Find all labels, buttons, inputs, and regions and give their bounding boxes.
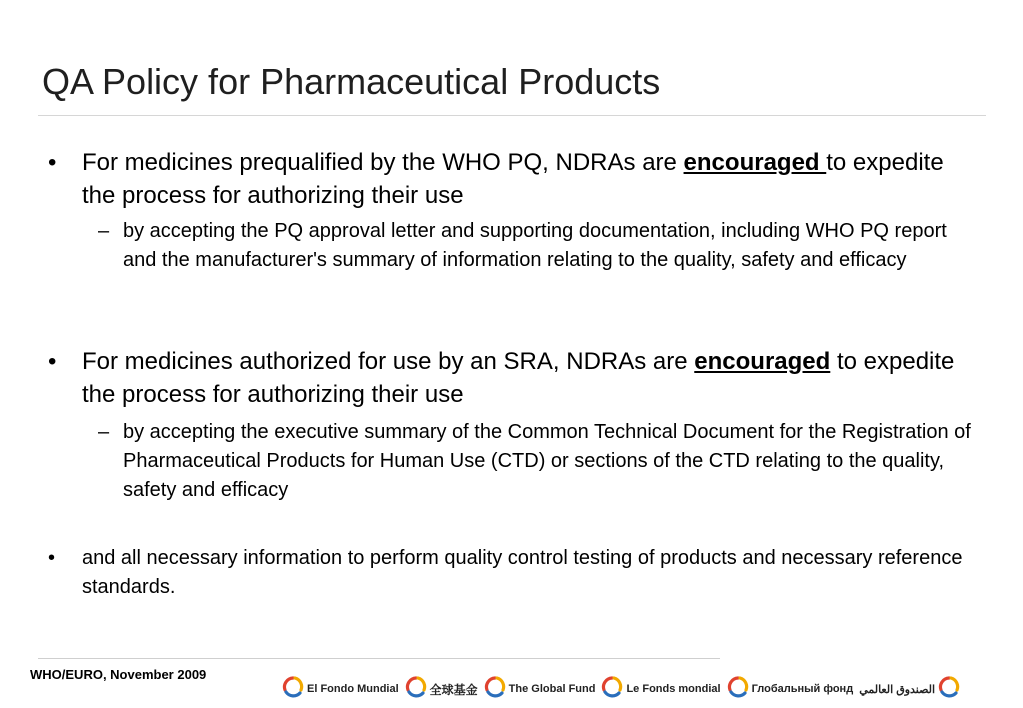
- logo-name: الصندوق العالمي: [859, 683, 936, 696]
- bullet-text-part: For medicines authorized for use by an SRA, NDRAs are: [82, 348, 695, 375]
- bullet-emphasis: encouraged: [694, 348, 831, 375]
- logo-name: Глобальный фонд: [751, 683, 854, 695]
- bullet-mark: •: [48, 348, 57, 375]
- bullet-text: [82, 146, 968, 212]
- bullet-mark: •: [48, 149, 57, 176]
- logo-chinese: [405, 676, 478, 703]
- bullet-text-part: to expedite the process for authorizing their use: [82, 348, 955, 408]
- sub-bullet-text: by accepting the PQ approval letter and supporting documentation, including WHO PQ report and the manufacturer's summary of information relating to the quality, safety and efficacy: [123, 220, 947, 271]
- global-fund-swirl-icon: [282, 676, 304, 703]
- logo-name: The Global Fund: [508, 683, 596, 695]
- sub-bullet-mark: –: [98, 421, 110, 443]
- logo-french: [601, 676, 720, 703]
- logo-name: 全球基金: [429, 682, 478, 697]
- bullet-text-part: For medicines prequalified by the WHO PQ, NDRAs are: [82, 149, 684, 176]
- slide-title: QA Policy for Pharmaceutical Products: [42, 61, 661, 102]
- sub-bullet-1: [98, 217, 978, 275]
- bullet-text: and all necessary information to perform quality control testing of products and necessary reference standards.: [82, 547, 963, 598]
- bullet-mark: •: [48, 547, 56, 569]
- bullet-2: [48, 345, 968, 411]
- bullet-1: [48, 146, 968, 212]
- global-fund-swirl-icon: [938, 676, 960, 703]
- global-fund-swirl-icon: [405, 676, 427, 703]
- logo-name: El Fondo Mundial: [307, 683, 399, 695]
- sub-bullet-mark: –: [98, 220, 110, 242]
- footer-divider: [38, 658, 720, 659]
- bullet-text-part: to expedite the process for authorizing their use: [82, 149, 944, 209]
- bullet-emphasis: encouraged: [683, 149, 827, 176]
- global-fund-swirl-icon: [601, 676, 623, 703]
- logo-russian: [727, 676, 854, 703]
- logo-name: Le Fonds mondial: [626, 683, 721, 695]
- footer-credit: WHO/EURO, November 2009: [30, 667, 207, 682]
- global-fund-swirl-icon: [484, 676, 506, 703]
- sub-bullet-2: [98, 418, 978, 505]
- logo-spanish: [282, 676, 399, 703]
- bullet-text: [82, 345, 968, 411]
- global-fund-swirl-icon: [727, 676, 749, 703]
- title-divider: [38, 115, 986, 116]
- logo-english: [484, 676, 596, 703]
- logo-arabic: [859, 676, 960, 703]
- sub-bullet-text: by accepting the executive summary of the Common Technical Document for the Registration of Pharmaceutical Products for Human Use (CTD) or sections of the CTD relating to the quality, safety and efficacy: [123, 421, 971, 501]
- footer-logo-strip: [282, 674, 982, 704]
- bullet-3: [48, 544, 968, 602]
